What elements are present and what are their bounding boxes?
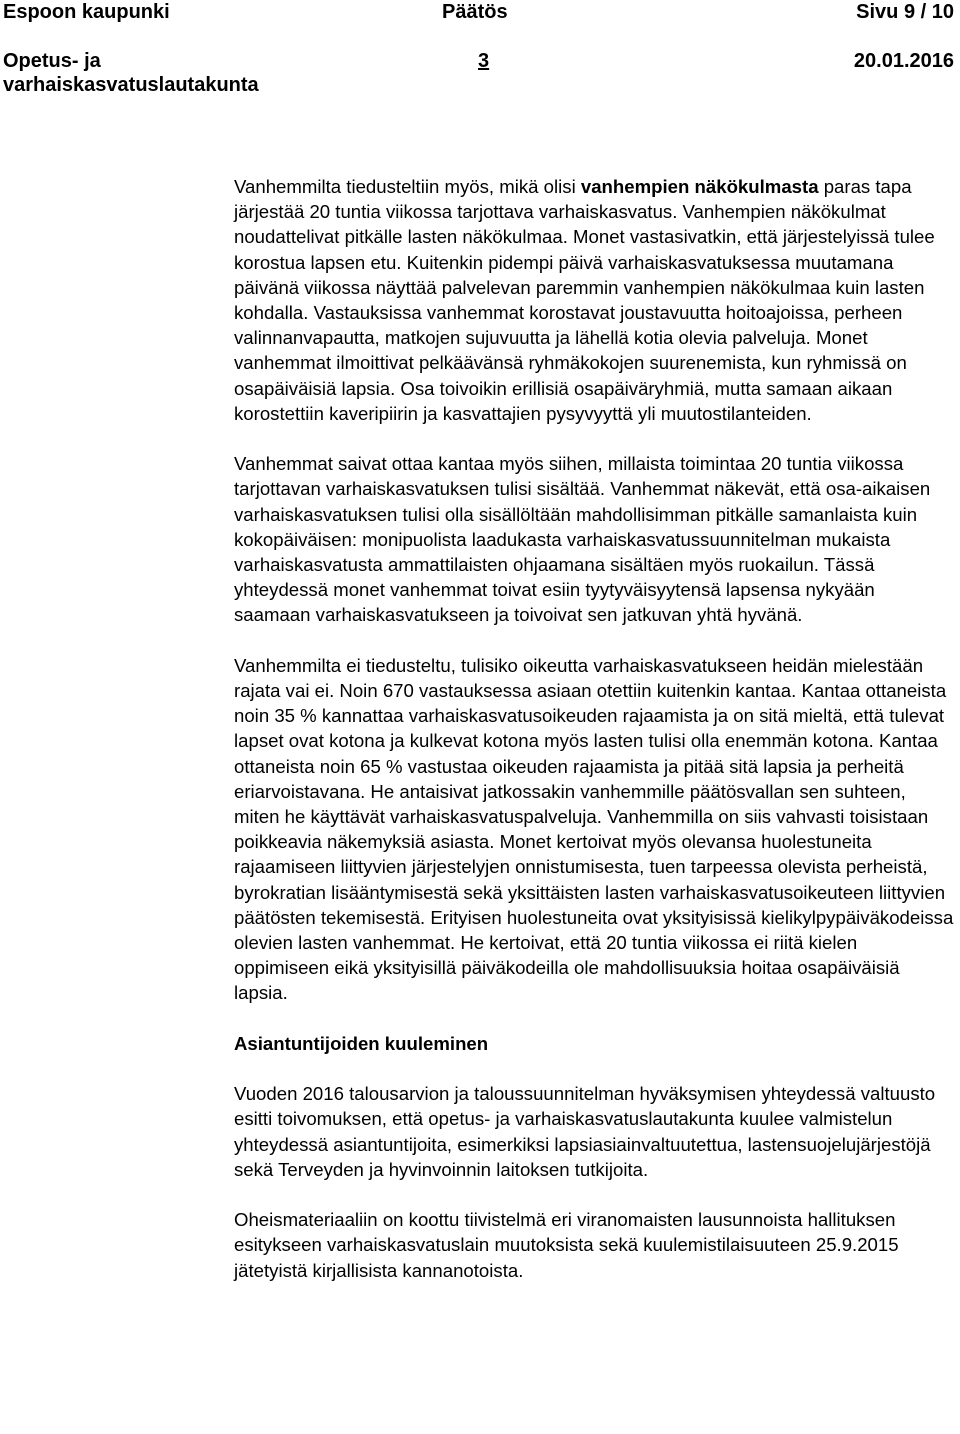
document-type: Päätös <box>442 1 508 23</box>
paragraph-rest: paras tapa järjestää 20 tuntia viikossa tarjottava varhaiskasvatus. Vanhempien näkökulmat noudattelivat pitkälle lasten näkökulmaa. Monet vastasivatkin, että järjestelyissä tulee korostua lapsen etu. Kuitenkin pidempi päivä varhaiskasvatuksessa muutamana päivänä viikossa näyttää palvelevan paremmin vanhempien näkökulmaa kuin lasten kohdalla. Vastauksissa vanhemmat korostavat joustavuutta hoitoajoissa, perheen valinnanvapautta, matkojen sujuvuutta ja lähellä kotia olevia palveluja. Monet vanhemmat ilmoittivat pelkäävänsä ryhmäkokojen suurenemista, kun ryhmissä on osapäiväisiä lapsia. Osa toivoikin erillisiä osapäiväryhmiä, mutta samaan aikaan korostettiin kaveripiirin ja kasvattajien pysyvyyttä yli muutostilanteiden. <box>234 176 935 424</box>
paragraph-restriction-opinions: Vanhemmilta ei tiedusteltu, tulisiko oikeutta varhaiskasvatukseen heidän mielestään rajata vai ei. Noin 670 vastauksessa asiaan otettiin kuitenkin kantaa. Kantaa ottaneista noin 35 % kannattaa varhaiskasvatusoikeuden rajaamista ja on sitä mieltä, että tulevat lapset ovat kotona ja kulkevat kotona myös lasten tulisi olla enemmän kotona. Kantaa ottaneista noin 65 % vastustaa oikeuden rajaamista ja pitää sitä lapsia ja perheitä eriarvoistavana. He antaisivat jatkossakin vanhemmille päätösvallan sen suhteen, miten he käyttävät varhaiskasvatuspalveluja. Vanhemmilla on siis vahvasti toisistaan poikkeavia näkemyksiä asiasta. Monet kertoivat myös olevansa huolestuneita rajaamiseen liittyvien järjestelyjen onnistumisesta, tuen tarpeessa olevista perheistä, byrokratian lisääntymisestä sekä yksittäisten lasten varhaiskasvatusoikeuteen liittyvien päätösten tekemisestä. Erityisen huolestuneita ovat yksityisissä kielikylpypäiväkodeissa olevien lasten vanhemmat. He kertoivat, että 20 tuntia viikossa ei riitä kielen oppimiseen eikä yksityisillä päiväkodeilla ole mahdollisuuksia hoitaa osapäiväisiä lapsia. <box>234 654 954 1004</box>
paragraph-content-wishes: Vanhemmat saivat ottaa kantaa myös siihen, millaista toimintaa 20 tuntia viikossa tarjottavan varhaiskasvatuksen tulisi sisältää. Vanhemmat näkevät, että osa-aikaisen varhaiskasvatuksen tulisi olla sisällöltään mahdollisimman pitkälle samanlaista kuin kokopäiväisen: monipuolista laadukasta varhaiskasvatussuunnitelman mukaista varhaiskasvatusta ammattilaisten ohjaamana sisältäen myös ruokailun. Tässä yhteydessä monet vanhemmat toivat esiin tyytyväisyytensä lapsensa nykyään saamaan varhaiskasvatukseen ja toivoivat sen jatkuvan yhtä hyvänä. <box>234 453 931 626</box>
paragraph-expert-hearing: Vuoden 2016 talousarvion ja taloussuunnitelman hyväksymisen yhteydessä valtuusto esitti toivomuksen, että opetus- ja varhaiskasvatuslautakunta kuulee valmistelun yhteydessä asiantuntijoita, esimerkiksi lapsiasiainvaltuutettua, lastensuojelujärjestöjä sekä Terveyden ja hyvinvoinnin laitoksen tutkijoita. <box>234 1083 936 1180</box>
paragraph-lead: Vanhemmilta tiedusteltiin myös, mikä olisi <box>234 176 581 197</box>
section-heading: Asiantuntijoiden kuuleminen <box>234 1032 489 1054</box>
paragraph-parents-view <box>234 174 956 426</box>
item-number: 3 <box>478 50 490 72</box>
page-header <box>0 0 960 100</box>
organization-name: Espoon kaupunki <box>3 1 170 23</box>
committee-name: Opetus- ja varhaiskasvatuslautakunta <box>3 50 259 96</box>
page-number: Sivu 9 / 10 <box>856 1 954 23</box>
paragraph-emphasis: vanhempien näkökulmasta <box>580 176 819 197</box>
document-body <box>234 174 956 1308</box>
paragraph-attachment-summary: Oheismateriaaliin on koottu tiivistelmä eri viranomaisten lausunnoista hallituksen esitykseen varhaiskasvatuslain muutoksista sekä kuulemistilaisuuteen 25.9.2015 jätetyistä kirjallisista kannanotoista. <box>234 1209 899 1281</box>
meeting-date: 20.01.2016 <box>853 50 954 72</box>
